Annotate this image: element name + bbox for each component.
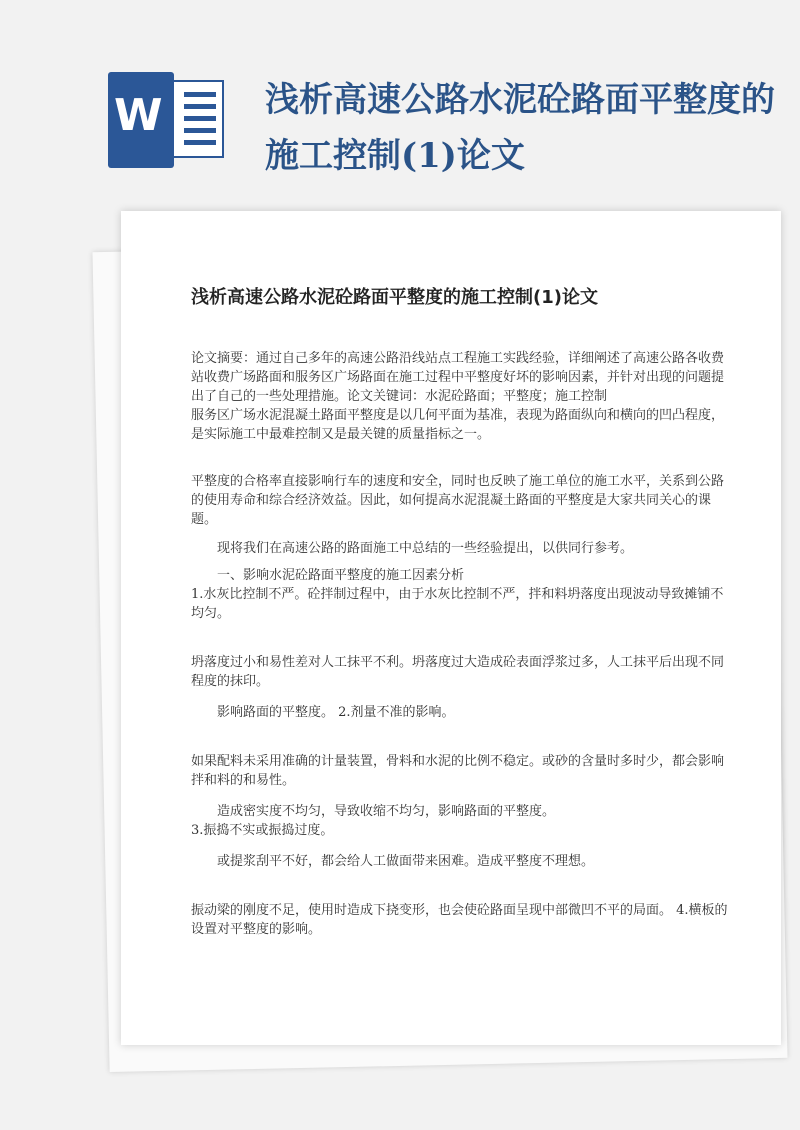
body-paragraph: 振动梁的刚度不足，使用时造成下挠变形，也会使砼路面呈现中部微凹不平的局面。 4.横板的设置对平整度的影响。 [191, 903, 728, 937]
document-body [191, 349, 731, 939]
body-paragraph: 如果配料未采用准确的计量装置，骨料和水泥的比例不稳定。或砂的含量时多时少，都会影响拌和料的和易性。 [191, 754, 725, 788]
body-paragraph: 或提浆刮平不好，都会给人工做面带来困难。造成平整度不理想。 [217, 854, 595, 869]
body-paragraph: 造成密实度不均匀，导致收缩不均匀，影响路面的平整度。 [217, 804, 556, 819]
page-title: 浅析高速公路水泥砼路面平整度的施工控制(1)论文 [265, 80, 775, 176]
body-paragraph: 影响路面的平整度。 2.剂量不准的影响。 [217, 705, 455, 720]
word-document-icon [108, 72, 174, 168]
body-paragraph: 服务区广场水泥混凝土路面平整度是以几何平面为基准，表现为路面纵向和横向的凹凸程度，是实际施工中最难控制又是最关键的质量指标之一。 [191, 408, 725, 442]
body-paragraph: 坍落度过小和易性差对人工抹平不利。坍落度过大造成砼表面浮浆过多，人工抹平后出现不同程度的抹印。 [191, 655, 725, 689]
body-paragraph: 1.水灰比控制不严。砼拌制过程中，由于水灰比控制不严，拌和料坍落度出现波动导致摊铺不均匀。 [191, 587, 724, 621]
document-page [121, 211, 781, 1045]
document-title: 浅析高速公路水泥砼路面平整度的施工控制(1)论文 [191, 287, 598, 308]
logo-letter: W [114, 90, 163, 141]
word-logo [108, 72, 226, 168]
body-paragraph: 3.振捣不实或振捣过度。 [191, 823, 334, 838]
body-paragraph: 现将我们在高速公路的路面施工中总结的一些经验提出，以供同行参考。 [217, 541, 634, 556]
section-heading: 一、影响水泥砼路面平整度的施工因素分析 [217, 568, 465, 583]
abstract-paragraph: 论文摘要：通过自己多年的高速公路沿线站点工程施工实践经验，详细阐述了高速公路各收费站收费广场路面和服务区广场路面在施工过程中平整度好坏的影响因素，并针对出现的问题提出了自己的一些处理措施。论文关键词：水泥砼路面；平整度；施工控制 [191, 351, 725, 404]
body-paragraph: 平整度的合格率直接影响行车的速度和安全，同时也反映了施工单位的施工水平，关系到公路的使用寿命和综合经济效益。因此，如何提高水泥混凝土路面的平整度是大家共同关心的课题。 [191, 474, 725, 527]
